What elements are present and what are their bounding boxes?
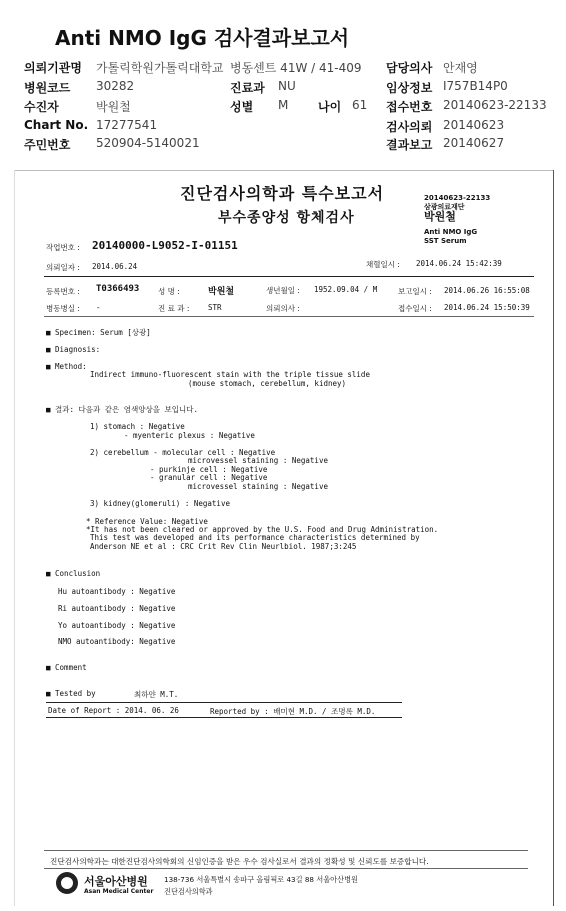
hospital-department: 진단검사의학과 [164, 887, 213, 896]
result-stomach: 1) stomach : Negative [90, 422, 185, 431]
hospital-name: 서울아산병원 [84, 875, 148, 888]
patient-value: 박원철 [96, 100, 131, 114]
dept-label-2: 진 료 과 : [158, 304, 190, 313]
result-microvessel-2: microvessel staining : Negative [188, 482, 328, 491]
dept-value-2: STR [208, 303, 222, 312]
method-detail: Indirect immuno-fluorescent stain with the triple tissue slide [90, 370, 370, 379]
reg-label: 등록번호 : [46, 287, 80, 296]
stamp-line: 삼광의료재단 [424, 203, 465, 211]
conclusion-hu: Hu autoantibody : Negative [58, 587, 176, 596]
conclusion-nmo: NMO autoantibody: Negative [58, 637, 176, 646]
hosp-code-value: 30282 [96, 79, 135, 93]
sex-label: 성별 [230, 100, 254, 114]
result-kidney: 3) kidney(glomeruli) : Negative [90, 499, 230, 508]
result-label: 결과보고 [386, 138, 433, 152]
receipt-value: 20140623-22133 [443, 98, 547, 112]
certification-statement: 진단검사의학과는 대한진단검사의학회의 신임인증을 받은 우수 검사실로서 결과의 정확성 및 신뢰도를 보증합니다. [50, 857, 429, 866]
divider [44, 850, 528, 851]
divider [46, 702, 402, 703]
divider [44, 868, 528, 869]
disclaimer-line: This test was developed and its performance characteristics determined by [90, 533, 420, 542]
result-myenteric: - myenteric plexus : Negative [124, 431, 255, 440]
report-dt-value: 2014.06.26 16:55:08 [444, 286, 530, 295]
req-date-value: 2014.06.24 [92, 262, 138, 271]
collect-label: 채혈일시 : [366, 260, 400, 269]
hosp-code-label: 병원코드 [24, 81, 71, 95]
result-value: 20140627 [443, 136, 505, 150]
req-date-label: 의뢰일자 : [46, 263, 80, 272]
age-label: 나이 [318, 100, 342, 114]
accept-label: 접수일시 : [398, 304, 432, 313]
report-subheading: 부수종양성 항체검사 [218, 210, 355, 226]
doctor-label: 담당의사 [386, 61, 433, 75]
tested-by-label: ■ Tested by [46, 689, 96, 698]
sheet-edge-left [14, 170, 15, 906]
stamp-line: SST Serum [424, 237, 467, 243]
report-dt-label: 보고일시 : [398, 287, 432, 296]
ward-room-value: - [96, 303, 101, 312]
work-no-label: 작업번호 : [46, 243, 80, 252]
sheet-edge-right [553, 170, 554, 906]
conclusion-header: ■ Conclusion [46, 569, 101, 578]
dept-value: NU [278, 79, 296, 93]
patient-label: 수진자 [24, 100, 59, 114]
specimen-line: ■ Specimen: Serum [상광] [46, 328, 151, 337]
report-title: Anti NMO IgG 검사결과보고서 [55, 26, 350, 50]
result-cerebellum: 2) cerebellum - molecular cell : Negative [90, 448, 276, 457]
inst-value: 가톨릭학원가톨릭대학교 [96, 61, 224, 75]
name-value: 박원철 [208, 287, 235, 297]
clinical-value: I757B14P0 [443, 79, 508, 93]
stamp-line: 박원철 [424, 210, 456, 223]
report-heading: 진단검사의학과 특수보고서 [180, 184, 385, 203]
age-value: 61 [352, 98, 368, 112]
diagnosis-line: ■ Diagnosis: [46, 345, 101, 354]
stamp-line: Anti NMO IgG [424, 228, 478, 236]
tested-by-name: 최하얀 M.T. [134, 690, 179, 699]
request-label: 검사의뢰 [386, 120, 433, 134]
doc-label: 의뢰의사 : [266, 304, 300, 313]
stamp-line: 20140623-22133 [424, 194, 491, 202]
sex-value: M [278, 98, 289, 112]
resident-value: 520904-5140021 [96, 136, 200, 150]
date-of-report: Date of Report : 2014. 06. 26 [48, 706, 179, 715]
conclusion-yo: Yo autoantibody : Negative [58, 621, 176, 630]
conclusion-ri: Ri autoantibody : Negative [58, 604, 176, 613]
reference-value: * Reference Value: Negative [86, 517, 208, 526]
work-no-value: 20140000-L9052-I-01151 [92, 239, 238, 252]
collect-value: 2014.06.24 15:42:39 [416, 259, 502, 268]
hospital-name-en: Asan Medical Center [84, 888, 154, 895]
result-microvessel-1: microvessel staining : Negative [188, 456, 328, 465]
divider [46, 717, 402, 718]
clinical-label: 임상정보 [386, 81, 433, 95]
result-purkinje: - purkinje cell : Negative [150, 465, 268, 474]
chart-label: Chart No. [24, 118, 89, 132]
dob-value: 1952.09.04 / M [314, 285, 378, 294]
dept-label: 진료과 [230, 81, 265, 95]
name-label: 성 명 : [158, 287, 180, 296]
chart-value: 17277541 [96, 118, 158, 132]
receipt-label: 접수번호 [386, 100, 433, 114]
reference-citation: Anderson NE et al : CRC Crit Rev Clin Neurlbiol. 1987;3:245 [90, 542, 357, 551]
divider [44, 316, 534, 317]
ward-label: 병동병실 : [46, 304, 80, 313]
comment-header: ■ Comment [46, 663, 87, 672]
method-line: ■ Method: [46, 362, 87, 371]
divider [44, 276, 534, 277]
method-detail-2: (mouse stomach, cerebellum, kidney) [188, 379, 347, 388]
reg-value: T0366493 [96, 284, 140, 294]
accept-value: 2014.06.24 15:50:39 [444, 303, 530, 312]
ward-value: 병동센트 41W / 41-409 [230, 61, 362, 75]
reported-by: Reported by : 배미현 M.D. / 조명록 M.D. [210, 707, 376, 716]
hospital-address: 138-736 서울특별시 송파구 올림픽로 43길 88 서울아산병원 [164, 875, 358, 884]
result-header: ■ 결과: 다음과 같은 염색양상을 보입니다. [46, 405, 199, 414]
inst-label: 의뢰기관명 [24, 61, 82, 75]
dob-label: 생년월일 : [266, 286, 300, 295]
resident-label: 주민번호 [24, 138, 71, 152]
disclaimer-line: *It has not been cleared or approved by the U.S. Food and Drug Administration. [86, 525, 439, 534]
result-granular: - granular cell : Negative [150, 473, 268, 482]
request-value: 20140623 [443, 118, 505, 132]
asan-logo-icon [56, 872, 78, 894]
doctor-value: 안재영 [443, 61, 478, 75]
